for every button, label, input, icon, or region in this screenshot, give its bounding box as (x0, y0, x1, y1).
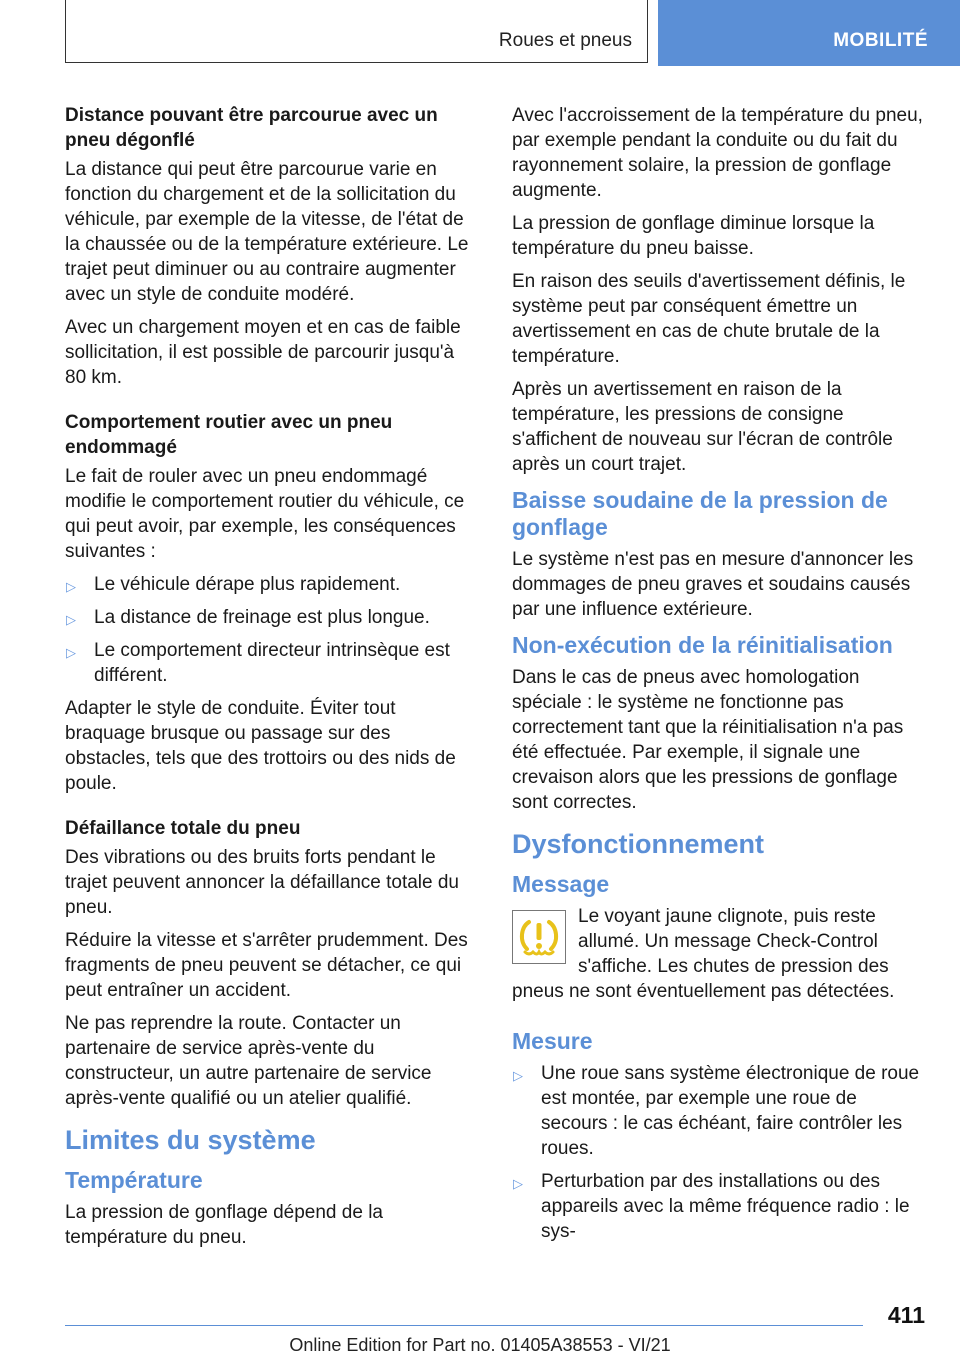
list-item: ▷ Perturbation par des installations ou des appareils avec la même fréquence radio : le sys- (513, 1171, 910, 1242)
footer-divider (65, 1325, 863, 1326)
heading-distance: Distance pouvant être parcourue avec un pneu dégonflé (65, 105, 438, 151)
paragraph: Le fait de rouler avec un pneu endommagé modifie le comportement routier du véhicule, ce qui peut avoir, par exemple, les conséquences suivantes : (65, 466, 465, 562)
tire-pressure-warning-icon (512, 910, 566, 964)
paragraph: En raison des seuils d'avertissement définis, le système peut par conséquent émettre un avertissement en cas de chute brutale de la température. (512, 271, 906, 367)
triangle-right-icon: ▷ (66, 645, 76, 660)
heading-non-execution: Non-exécution de la réinitialisation (512, 632, 893, 658)
heading-message: Message (512, 871, 610, 897)
paragraph: Adapter le style de conduite. Éviter tout braquage brusque ou passage sur des obstacles, tels que des trottoirs ou des nids de poule. (65, 698, 456, 794)
heading-defaillance: Défaillance totale du pneu (65, 818, 301, 839)
paragraph: La pression de gonflage dépend de la température du pneu. (65, 1202, 383, 1248)
paragraph: Le voyant jaune clignote, puis reste allumé. Un message Check-Control s'affiche. Les chutes de pression des pneus ne sont éventuellement pas détectées. (512, 906, 895, 1002)
left-column (65, 103, 479, 1258)
triangle-right-icon: ▷ (513, 1068, 523, 1083)
heading-mesure: Mesure (512, 1028, 593, 1054)
header-chapter-tab (658, 0, 960, 66)
triangle-right-icon: ▷ (66, 579, 76, 594)
list-item: ▷ La distance de freinage est plus longue. (65, 605, 479, 630)
page-number: 411 (887, 1302, 925, 1328)
heading-limites: Limites du système (65, 1125, 316, 1155)
paragraph: Avec l'accroissement de la température du pneu, par exemple pendant la conduite ou du fait du rayonnement solaire, la pression de gonflage augmente. (512, 105, 923, 201)
paragraph: Le système n'est pas en mesure d'annoncer les dommages de pneu graves et soudains causés par une influence extérieure. (512, 549, 914, 620)
heading-baisse: Baisse soudaine de la pression de gonflage (512, 487, 888, 540)
paragraph: Après un avertissement en raison de la température, les pressions de consigne s'affichent de nouveau sur l'écran de contrôle après un court trajet. (512, 379, 893, 475)
paragraph: La pression de gonflage diminue lorsque la température du pneu baisse. (512, 213, 875, 259)
paragraph: Réduire la vitesse et s'arrêter prudemment. Des fragments de pneu peuvent se détacher, ce qui peut entraîner un accident. (65, 930, 468, 1001)
triangle-right-icon: ▷ (66, 612, 76, 627)
list-item: ▷ Le comportement directeur intrinsèque est différent. (66, 640, 450, 686)
heading-temperature: Température (65, 1167, 203, 1193)
paragraph: Ne pas reprendre la route. Contacter un partenaire de service après-vente du constructeur, un autre partenaire de service après-vente qualifié ou un atelier qualifié. (65, 1013, 432, 1109)
header-chapter-label: MOBILITÉ (833, 30, 928, 51)
heading-comportement: Comportement routier avec un pneu endommagé (65, 412, 393, 458)
message-block (512, 904, 926, 1004)
list-item: ▷ Une roue sans système électronique de roue est montée, par exemple une roue de secours : le cas échéant, faire contrôler les roues. (513, 1063, 920, 1159)
triangle-right-icon: ▷ (513, 1176, 523, 1191)
list-item: ▷ Le véhicule dérape plus rapidement. (65, 572, 479, 597)
paragraph: Avec un chargement moyen et en cas de faible sollicitation, il est possible de parcourir jusqu'à 80 km. (65, 317, 461, 388)
paragraph: La distance qui peut être parcourue varie en fonction du chargement et de la sollicitation du véhicule, par exemple de la vitesse, de l'état de la chaussée ou de la température extérieure. Le trajet peut diminuer ou au contraire augmenter avec un style de conduite modéré. (65, 159, 469, 305)
bullet-list (65, 572, 479, 688)
paragraph: Dans le cas de pneus avec homologation spéciale : le système ne fonctionne pas correctement tant que la réinitialisation n'a pas été effectuée. Par exemple, il signale une crevaison alors que les pressions de gonflage sont correctes. (512, 667, 904, 813)
edition-note: Online Edition for Part no. 01405A38553 - VI/21 (289, 1335, 671, 1355)
right-column (512, 103, 926, 1252)
heading-dysfonctionnement: Dysfonctionnement (512, 829, 765, 859)
bullet-list (512, 1061, 926, 1244)
header-section-title: Roues et pneus (498, 30, 632, 51)
paragraph: Des vibrations ou des bruits forts pendant le trajet peuvent annoncer la défaillance totale du pneu. (65, 847, 459, 918)
